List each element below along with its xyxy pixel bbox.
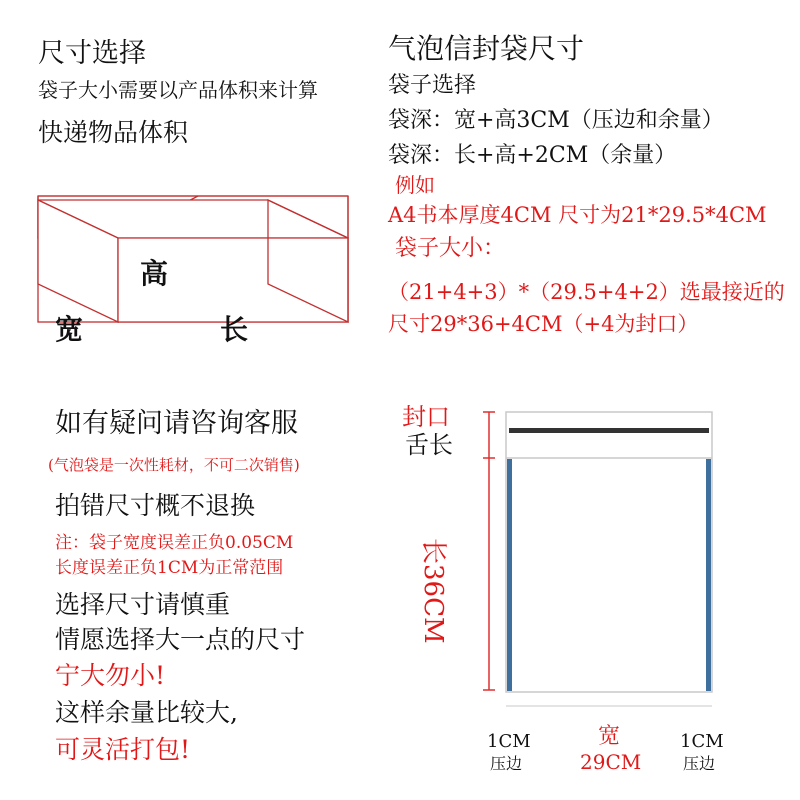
flap-label: 舌长	[405, 431, 453, 459]
bag-choice-subtitle: 袋子选择	[388, 73, 477, 98]
box-length-label: 长	[220, 313, 249, 346]
section-title: 尺寸选择	[38, 38, 146, 69]
width-dimension-value: 29CM	[580, 750, 642, 774]
box-height-label: 高	[140, 257, 169, 290]
left-edge-label: 压边	[490, 754, 523, 773]
right-edge-value: 1CM	[680, 731, 724, 752]
rule-width: 袋深：宽+高3CM（压边和余量）	[388, 108, 724, 133]
volume-note: 袋子大小需要以产品体积来计算	[38, 78, 318, 102]
seal-strip	[509, 428, 709, 433]
careful-note: 选择尺寸请慎重	[55, 590, 231, 619]
product-title: 气泡信封袋尺寸	[388, 32, 585, 65]
bag-size-label: 袋子大小：	[395, 236, 506, 261]
example-label: 例如	[395, 173, 435, 197]
box-width-label: 宽	[55, 313, 84, 346]
consult-service: 如有疑问请咨询客服	[55, 408, 298, 439]
bag-outline	[506, 412, 712, 692]
size-formula: （21+4+3）*（29.5+4+2）选最接近的	[388, 280, 785, 304]
example-line: A4书本厚度4CM 尺寸为21*29.5*4CM	[388, 203, 767, 227]
size-result: 尺寸29*36+4CM（+4为封口）	[388, 312, 699, 336]
right-seam	[706, 459, 711, 691]
left-edge-value: 1CM	[487, 731, 531, 752]
bigger-not-smaller: 宁大勿小!	[55, 661, 166, 690]
prefer-larger-note: 情愿选择大一点的尺寸	[55, 625, 306, 654]
no-return-note: 拍错尺寸概不退换	[55, 491, 256, 520]
right-edge-label: 压边	[683, 754, 716, 773]
disposable-note: (气泡袋是一次性耗材，不可二次销售)	[48, 456, 300, 474]
length-dimension-label: 长36CM	[418, 538, 448, 644]
width-dimension-label: 宽	[598, 724, 621, 749]
more-margin-note: 这样余量比较大,	[55, 698, 238, 727]
left-seam	[507, 459, 512, 691]
length-tolerance: 长度误差正负1CM为正常范围	[55, 558, 284, 578]
seal-label: 封口	[402, 403, 450, 431]
width-tolerance: 注：袋子宽度误差正负0.05CM	[55, 533, 294, 553]
flexible-packing-note: 可灵活打包!	[55, 735, 191, 764]
rule-length: 袋深：长+高+2CM（余量）	[388, 143, 677, 168]
item-volume-label: 快递物品体积	[38, 118, 189, 147]
